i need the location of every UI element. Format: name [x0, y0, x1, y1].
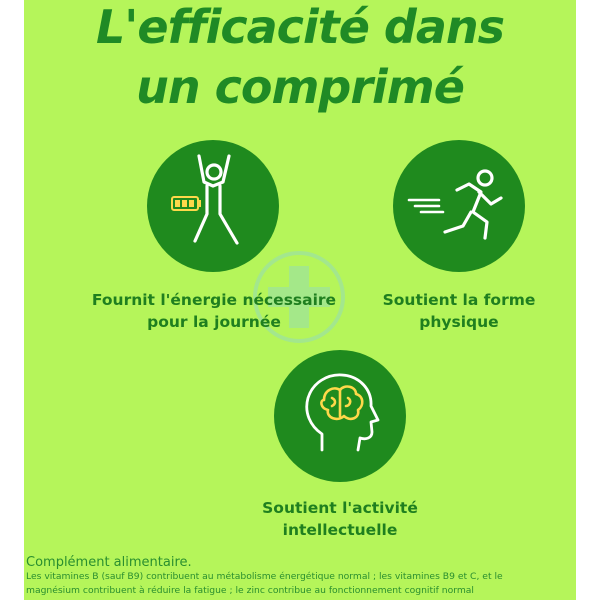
benefit-energy-line-1: Fournit l'énergie nécessaire [91, 291, 337, 309]
running-person-icon [393, 140, 525, 272]
benefit-physical-circle [393, 140, 525, 272]
benefit-energy-line-2: pour la journée [147, 313, 281, 331]
footer-line-1: Les vitamines B (sauf B9) contribuent au métabolisme énergétique normal ; les vitamines B9 et C, et le [26, 571, 503, 582]
benefit-physical-line-2: physique [419, 313, 499, 331]
benefit-energy-label [76, 289, 352, 333]
benefit-intellectual-label [236, 497, 444, 541]
benefit-energy-circle [147, 140, 279, 272]
benefit-intellectual-circle [274, 350, 406, 482]
headline-line-2: un comprimé [136, 60, 464, 114]
headline-line-1: L'efficacité dans [95, 0, 505, 54]
brain-head-icon [274, 350, 406, 482]
product-panel [24, 0, 576, 600]
footer-line-2: magnésium contribuent à réduire la fatigue ; le zinc contribue au fonctionnement cognitif normal [26, 585, 474, 596]
energy-person-icon [147, 140, 279, 272]
benefit-intellectual-line-1: Soutient l'activité [262, 499, 418, 517]
benefit-physical-label [362, 289, 556, 333]
benefit-intellectual-line-2: intellectuelle [282, 521, 398, 539]
benefit-physical-line-1: Soutient la forme [382, 291, 536, 309]
footer-title: Complément alimentaire. [26, 555, 192, 570]
